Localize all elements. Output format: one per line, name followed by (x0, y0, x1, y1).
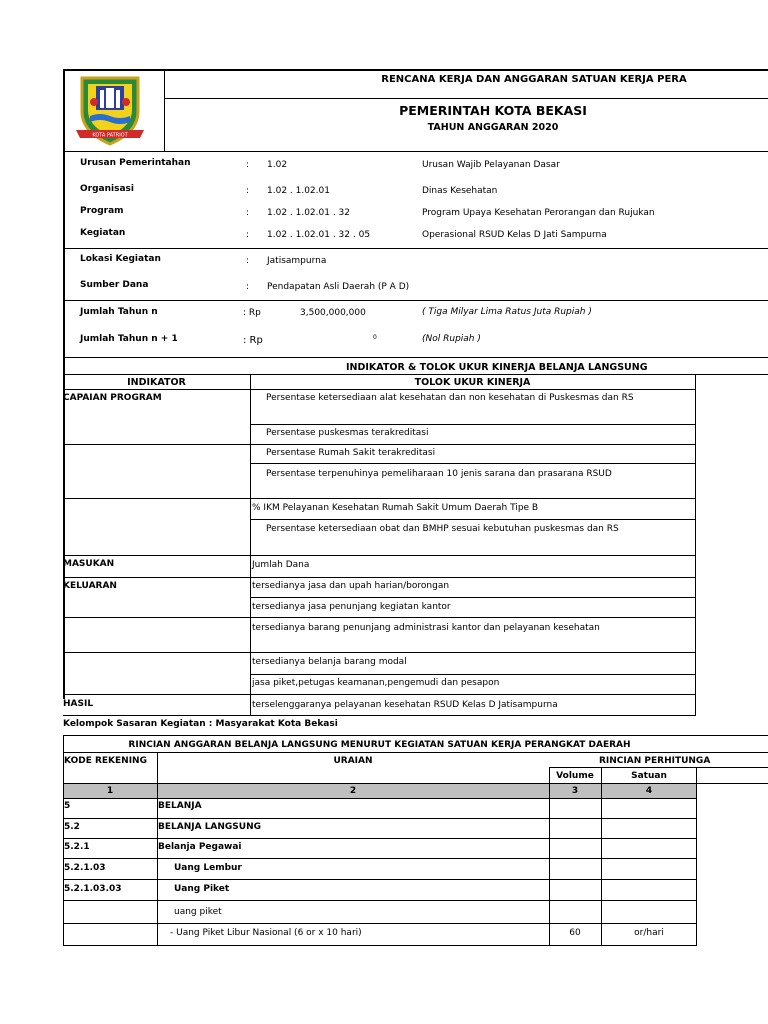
info-colon: : (246, 208, 250, 218)
indikator-section-title: INDIKATOR & TOLOK UKUR KINERJA BELANJA LANGSUNG (346, 362, 648, 373)
tolok-text: tersedianya jasa dan upah harian/borongan (252, 581, 450, 591)
info-desc: Dinas Kesehatan (422, 186, 498, 196)
jumlah-n-words: ( Tiga Milyar Lima Ratus Juta Rupiah ) (422, 307, 592, 317)
jumlah-n1-label: Jumlah Tahun n + 1 (80, 334, 178, 344)
info-colon: : (246, 230, 250, 240)
lokasi-colon: : (246, 256, 250, 266)
col-satuan: Satuan (631, 771, 667, 781)
info-label: Organisasi (80, 184, 134, 194)
info-code: 1.02 (267, 160, 288, 170)
jumlah-n1-amount: 0 (373, 334, 377, 341)
rincian-uraian: uang piket (174, 907, 222, 917)
rincian-uraian: Uang Piket (174, 884, 230, 894)
jumlah-n-rp: : Rp (243, 308, 261, 318)
info-desc: Operasional RSUD Kelas D Jati Sampurna (422, 230, 607, 240)
info-colon: : (246, 186, 250, 196)
sumber-colon: : (246, 282, 250, 292)
lokasi-value: Jatisampurna (267, 256, 327, 266)
info-code: 1.02 . 1.02.01 (267, 186, 330, 196)
indikator-label: HASIL (63, 699, 94, 709)
indikator-label: CAPAIAN PROGRAM (63, 393, 162, 403)
sumber-label: Sumber Dana (80, 280, 149, 290)
kota-bekasi-logo (72, 72, 148, 148)
tolok-text: terselenggaranya pelayanan kesehatan RSUD Kelas D Jatisampurna (252, 700, 558, 710)
rincian-volume: 60 (569, 928, 581, 938)
rincian-kode: 5.2 (64, 822, 80, 832)
rincian-kode: 5.2.1.03.03 (64, 884, 122, 894)
info-label: Kegiatan (80, 228, 126, 238)
jumlah-n1-rp: : Rp (243, 335, 263, 346)
tolok-text: Persentase terpenuhinya pemeliharaan 10 jenis sarana dan prasarana RSUD (266, 469, 612, 479)
indikator-label: MASUKAN (63, 559, 115, 569)
svg-text:KOTA PATRIOT: KOTA PATRIOT (92, 132, 128, 139)
tolok-text: Jumlah Dana (252, 560, 310, 570)
tolok-text: Persentase ketersediaan alat kesehatan dan non kesehatan di Puskesmas dan RS (266, 393, 634, 403)
tolok-text: tersedianya jasa penunjang kegiatan kantor (252, 602, 451, 612)
tolok-text: Persentase Rumah Sakit terakreditasi (266, 448, 436, 458)
tolok-text: % IKM Pelayanan Kesehatan Rumah Sakit Umum Daerah Tipe B (252, 503, 539, 513)
col-indikator: INDIKATOR (127, 377, 186, 388)
rincian-uraian: Belanja Pegawai (158, 842, 242, 852)
col-volume: Volume (556, 771, 594, 781)
info-label: Urusan Pemerintahan (80, 158, 191, 168)
info-desc: Program Upaya Kesehatan Perorangan dan Rujukan (422, 208, 655, 218)
rincian-uraian: - Uang Piket Libur Nasional (6 or x 10 hari) (170, 928, 362, 938)
col-rincian-perhitungan: RINCIAN PERHITUNGA (599, 756, 711, 766)
tolok-text: jasa piket,petugas keamanan,pengemudi dan pesapon (252, 678, 500, 688)
info-colon: : (246, 160, 250, 170)
tolok-text: Persentase ketersediaan obat dan BMHP sesuai kebutuhan puskesmas dan RS (266, 524, 619, 534)
col-num-4: 4 (645, 786, 653, 796)
rincian-kode: 5 (64, 801, 71, 811)
jumlah-n-label: Jumlah Tahun n (80, 307, 158, 317)
rincian-uraian: BELANJA (158, 801, 202, 811)
col-kode-rekening: KODE REKENING (64, 756, 147, 766)
info-code: 1.02 . 1.02.01 . 32 . 05 (267, 230, 371, 240)
kota-bekasi-emblem-icon (72, 72, 148, 148)
rincian-uraian: Uang Lembur (174, 863, 242, 873)
indikator-label: KELUARAN (63, 581, 117, 591)
col-num-1: 1 (106, 786, 114, 796)
rka-title: RENCANA KERJA DAN ANGGARAN SATUAN KERJA PERA (381, 74, 687, 85)
tahun-anggaran: TAHUN ANGGARAN 2020 (427, 122, 559, 133)
rincian-uraian: BELANJA LANGSUNG (158, 822, 262, 832)
info-label: Program (80, 206, 124, 216)
info-code: 1.02 . 1.02.01 . 32 (267, 208, 351, 218)
col-tolok-ukur: TOLOK UKUR KINERJA (414, 377, 531, 388)
pemerintah-title: PEMERINTAH KOTA BEKASI (399, 103, 587, 118)
sumber-value: Pendapatan Asli Daerah (P A D) (267, 282, 410, 292)
col-uraian: URAIAN (333, 756, 373, 766)
col-num-2: 2 (349, 786, 357, 796)
jumlah-n-amount: 3,500,000,000 (300, 308, 366, 318)
rincian-kode: 5.2.1.03 (64, 863, 106, 873)
kelompok-sasaran: Kelompok Sasaran Kegiatan : Masyarakat Kota Bekasi (63, 719, 338, 729)
rincian-satuan: or/hari (634, 928, 664, 938)
jumlah-n1-words: (Nol Rupiah ) (422, 334, 481, 344)
tolok-text: tersedianya barang penunjang administrasi kantor dan pelayanan kesehatan (252, 623, 600, 633)
rincian-kode: 5.2.1 (64, 842, 90, 852)
tolok-text: Persentase puskesmas terakreditasi (266, 428, 429, 438)
info-desc: Urusan Wajib Pelayanan Dasar (422, 160, 560, 170)
tolok-text: tersedianya belanja barang modal (252, 657, 407, 667)
rincian-title: RINCIAN ANGGARAN BELANJA LANGSUNG MENURUT KEGIATAN SATUAN KERJA PERANGKAT DAERAH (128, 740, 631, 750)
lokasi-label: Lokasi Kegiatan (80, 254, 161, 264)
col-num-3: 3 (571, 786, 579, 796)
